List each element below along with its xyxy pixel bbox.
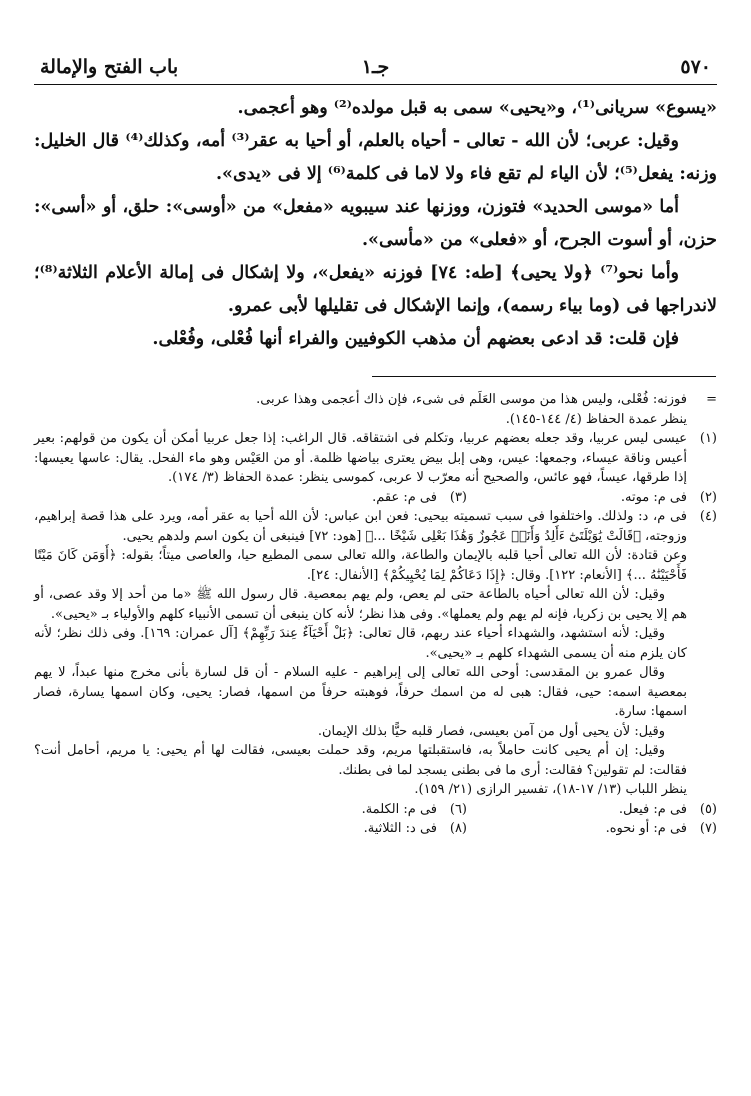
footnotes — [34, 390, 717, 839]
footnote-text: فى م: الكلمة. — [361, 801, 437, 817]
footnote-text: ينظر اللباب (١٣/ ١٧-١٨)، تفسير الرازى (٢١/ ١٥٩). — [414, 782, 687, 797]
footnote-pair — [34, 819, 717, 839]
footnote-text: فى د: الثلاثية. — [363, 821, 437, 836]
footnote-marker: (٥) — [699, 801, 717, 817]
footnote-4 — [34, 507, 717, 800]
footnote-marker: = — [706, 392, 717, 407]
footnote-5 — [467, 800, 717, 820]
footnote-1 — [34, 429, 717, 488]
footnote-text: فى م: موته. — [620, 489, 687, 505]
footnote-text: وقيل: لأن يحيى أول من آمن بعيسى، فصار قلبه حيًّا بذلك الإيمان. — [317, 723, 665, 739]
footnote-marker: (٢) — [699, 489, 717, 505]
volume-label: جـ١ — [361, 56, 390, 78]
page-header — [34, 54, 717, 85]
footnote-marker: (٦) — [449, 801, 467, 817]
footnote-2 — [467, 488, 717, 508]
footnote-pair — [34, 488, 717, 508]
main-paragraph: فإن قلت: قد ادعى بعضهم أن مذهب الكوفيين والفراء أنها فُعْلى، وفُعْلى. — [152, 329, 679, 349]
footnote-text: وعن قتادة: لأن الله تعالى أحيا قلبه بالإيمان والطاعة، والله تعالى سمى المطيع حيا، والعاصى ميتاً؛ بقوله: ﴿أَوَمَن كَانَ مَيْتًا فَأَحْيَيْنَٰهُ ...﴾ [الأنعام: ١٢٢]. وقال: ﴿إِذَا دَعَاكُمْ لِمَا يُحْيِيكُمْ﴾ [الأنفال: ٢٤]. — [34, 548, 687, 583]
footnote-text: فى م، د: ولذلك. واختلفوا فى سبب تسميته بيحيى: فعن ابن عباس: لأن الله أحيا به عقر أمه، ويرد على هذا قصة إبراهيم، وزوجته، ﴿قَالَتْ يَٰوَيْلَتَىٰٓ ءَأَلِدُ وَأَنَا۠ عَجُوزٌ وَهَٰذَا بَعْلِى شَيْخًا ...﴾ [هود: ٧٢] فينبغى أن يكون اسم ولدهم يحيى. — [34, 509, 687, 544]
main-paragraph: أما «موسى الحديد» فتوزن، ووزنها عند سيبويه «مفعل» من «أوسى»: حلق، أو «أسى»: حزن، أو أسوت الجرح، أو «فعلى» من «مأسى». — [34, 197, 717, 250]
footnote-text: فى م: عقم. — [372, 489, 437, 505]
footnote-text: وقيل: إن أم يحيى كانت حاملاً به، فاستقبلتها مريم، وقد حملت بعيسى، فقالت لها أم يحيى: يا مريم، أحامل أنت؟ فقالت: لم تقولين؟ فقالت: أرى ما فى بطنى يسجد لما فى بطنك. — [34, 743, 687, 778]
footnote-continuation — [34, 390, 717, 429]
footnote-text: وقيل: لأن الله تعالى أحياه بالطاعة حتى لم يعص، ولم يهم بمعصية. قال رسول الله ﷺ «ما من أحد إلا وقد عصى، أو هم إلا يحيى بن زكريا، فإنه لم يهم ولم يعملها». وفى هذا نظر؛ لأنه كان ينبغى أن تسمى الأنبياء كلهم والأولياء بـ «يحيى». — [34, 587, 687, 622]
footnote-text: فى م: فيعل. — [618, 801, 687, 817]
footnote-marker: (٤) — [699, 509, 717, 524]
footnote-text: وقيل: لأنه استشهد، والشهداء أحياء عند ربهم، قال تعالى: ﴿بَلْ أَحْيَآءٌ عِندَ رَبِّهِمْ﴾ [آل عمران: ١٦٩]. وفى ذلك نظر؛ لأنه كان يلزم منه أن يسمى الشهداء كلهم بـ «يحيى». — [34, 626, 687, 661]
footnote-3 — [217, 488, 467, 508]
main-text — [34, 92, 717, 356]
footnote-text: عيسى ليس عربيا، وقد جعله بعضهم عربيا، وتكلم فى اشتقاقه. قال الراغب: إذا جعل عربيا أمكن أن يكون من قولهم: بعير أعيس وناقة عيساء، وجمعها: عيس، وهى إبل بيض يعترى بياضها ظلمة. أو من العَيْس وهو ماء الفحل. يقال: عاسها يعيسها: إذا طرقها، عيساً، فهو عائس، والصحيح أنه معرّب لا عربى، كموسى ينظر: عمدة الحفاظ (٣/ ١٧٤). — [34, 431, 687, 485]
footnote-pair — [34, 800, 717, 820]
footnote-8 — [217, 819, 467, 839]
footnote-7 — [467, 819, 717, 839]
main-paragraph: وأما نحو⁽⁷⁾ ﴿ولا يحيى﴾ [طه: ٧٤] فوزنه «يفعل»، ولا إشكال فى إمالة الأعلام الثلاثة⁽⁸⁾؛ لاندراجها فى (وما بياء رسمه)، وإنما الإشكال فى تقليلها لأبى عمرو. — [34, 263, 717, 316]
footnote-marker: (٣) — [449, 489, 467, 505]
footnote-line: ينظر عمدة الحفاظ (٤/ ١٤٤-١٤٥). — [505, 411, 687, 427]
footnote-separator — [372, 376, 716, 377]
chapter-title: باب الفتح والإمالة — [40, 56, 179, 78]
footnote-marker: (٧) — [699, 821, 717, 836]
footnote-line: فوزنه: فُعْلى، وليس هذا من موسى العَلَم فى شىء، فإن ذاك أعجمى وهذا عربى. — [256, 392, 687, 407]
main-paragraph: وقيل: عربى؛ لأن الله - تعالى - أحياه بالعلم، أو أحيا به عقر⁽³⁾ أمه، وكذلك⁽⁴⁾ قال الخليل: وزنه: يفعل⁽⁵⁾؛ لأن الياء لم تقع فاء ولا لاما فى كلمة⁽⁶⁾ إلا فى «يدى». — [34, 131, 717, 184]
footnote-marker: (٨) — [449, 821, 467, 836]
main-paragraph: «يسوع» سريانى⁽¹⁾، و«يحيى» سمى به قبل مولده⁽²⁾ وهو أعجمى. — [237, 98, 717, 118]
footnote-text: وقال عمرو بن المقدسى: أوحى الله تعالى إلى إبراهيم - عليه السلام - أن قل لسارة بأنى مخرج منها عبداً، لا يهم بمعصية اسمه: حيى، فقال: هبى له من اسمك حرفاً، فوهبته حرفاً من اسمها، فصار: يحيى، وكان اسمها يسارة، فصار اسمها: سارة. — [34, 665, 687, 719]
footnote-marker: (١) — [699, 431, 717, 446]
footnote-text: فى م: أو نحوه. — [605, 821, 687, 836]
page-number: ٥٧٠ — [680, 56, 711, 78]
footnote-6 — [217, 800, 467, 820]
